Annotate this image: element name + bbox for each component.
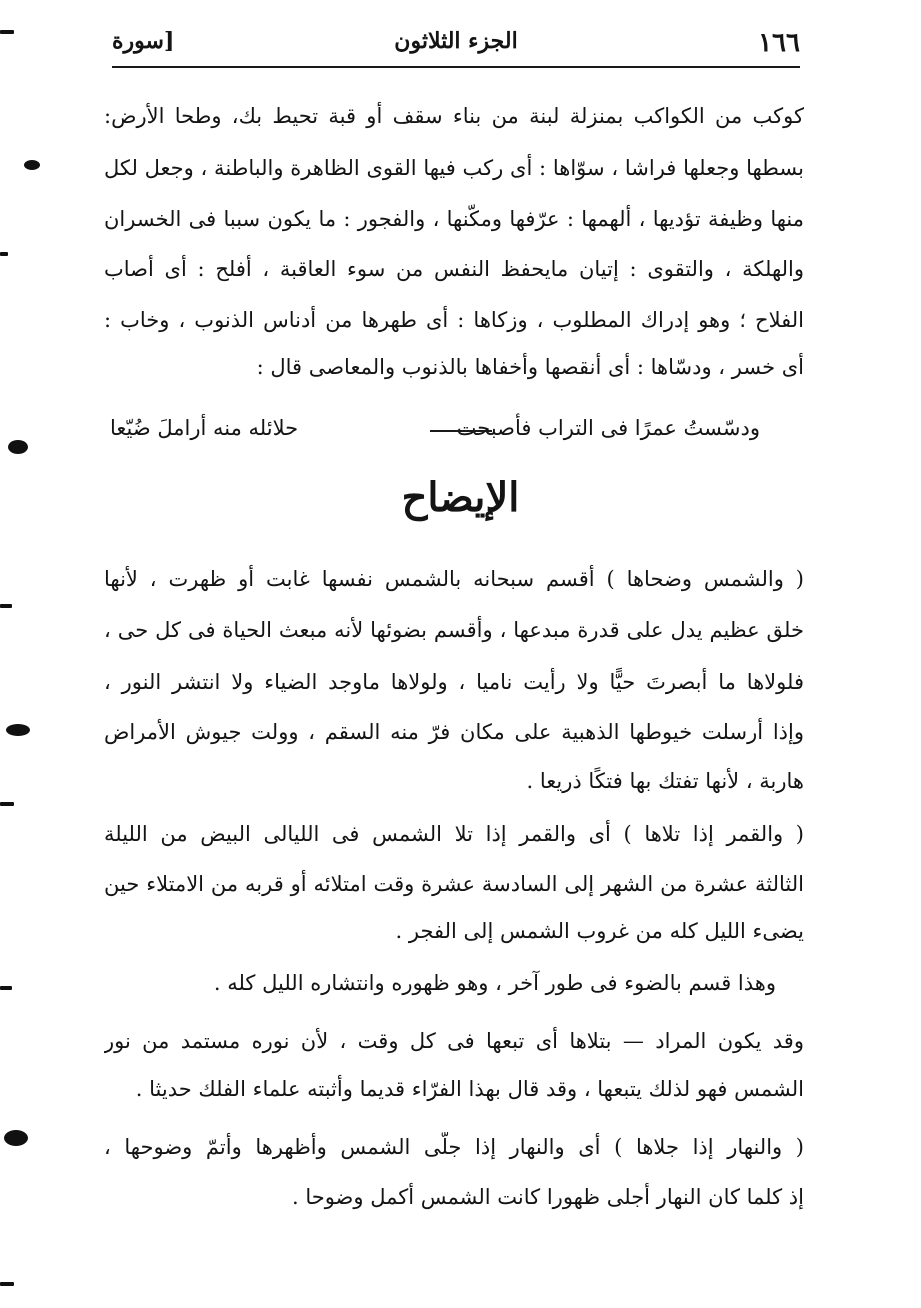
part-title: الجزء الثلاثون	[394, 28, 518, 54]
paragraph-line: إذ كلما كان النهار أجلى ظهورا كانت الشمس أكمل وضوحا .	[291, 1185, 804, 1209]
paragraph-line: الثالثة عشرة من الشهر إلى السادسة عشرة وقت امتلائه أو قربه من الامتلاء حين	[104, 872, 804, 896]
ink-blot	[6, 724, 30, 736]
paragraph-line: هاربة ، لأنها تفتك بها فتكًا ذريعا .	[526, 769, 804, 793]
paragraph-line: ( والنهار إذا جلاها ) أى والنهار إذا جلّى الشمس وأظهرها وأتمّ وضوحها ،	[104, 1135, 804, 1159]
paragraph-line: وإذا أرسلت خيوطها الذهبية على مكان فرّ منه السقم ، وولت جيوش الأمراض	[104, 720, 804, 744]
commentary-line: منها وظيفة تؤديها ، ألهمها : عرّفها ومكّنها ، والفجور : ما يكون سببا فى الخسران	[104, 207, 804, 231]
scan-edge-mark	[0, 252, 8, 256]
ink-blot	[8, 440, 28, 454]
paragraph-line: خلق عظيم يدل على قدرة مبدعها ، وأقسم بضوئها لأنه مبعث الحياة فى كل حى ،	[104, 618, 804, 642]
scan-edge-mark	[0, 1282, 14, 1286]
paragraph-line: وقد يكون المراد — بتلاها أى تبعها فى كل وقت ، لأن نوره مستمد من نور	[104, 1029, 804, 1053]
verse-first-hemistich: ودسّستُ عمرًا فى التراب فأصبحت	[456, 416, 760, 440]
commentary-line: كوكب من الكواكب بمنزلة لبنة من بناء سقف أو قبة تحيط بك، وطحا الأرض:	[104, 104, 804, 128]
commentary-line: الفلاح ؛ وهو إدراك المطلوب ، وزكاها : أى طهرها من أدناس الذنوب ، وخاب :	[104, 308, 804, 332]
scan-edge-mark	[0, 30, 14, 34]
section-heading: الإيضاح	[401, 474, 520, 521]
scan-edge-mark	[0, 986, 12, 990]
paragraph-line: فلولاها ما أبصرتَ حيًّا ولا رأيت ناميا ، ولولاها ماوجد الضياء ولا انتشر النور ،	[104, 670, 804, 694]
commentary-line: أى خسر ، ودسّاها : أى أنقصها وأخفاها بالذنوب والمعاصى قال :	[256, 355, 804, 379]
verse-second-hemistich: حلائله منه أراملَ ضُيّعا	[110, 416, 299, 440]
commentary-line: والهلكة ، والتقوى : إتيان مايحفظ النفس من سوء العاقبة ، أفلح : أى أصاب	[104, 257, 804, 281]
paragraph-line: يضىء الليل كله من غروب الشمس إلى الفجر .	[395, 919, 804, 943]
explanation-content	[104, 0, 804, 1308]
commentary-line: بسطها وجعلها فراشا ، سوّاها : أى ركب فيها القوى الظاهرة والباطنة ، وجعل لكل	[104, 156, 804, 180]
paragraph-line: ( والقمر إذا تلاها ) أى والقمر إذا تلا الشمس فى الليالى البيض من الليلة	[104, 822, 804, 846]
scan-edge-mark	[0, 802, 14, 806]
paragraph-line: الشمس فهو لذلك يتبعها ، وقد قال بهذا الفرّاء قديما وأثبته علماء الفلك حديثا .	[135, 1077, 804, 1101]
ink-blot	[4, 1130, 28, 1146]
paragraph-line: وهذا قسم بالضوء فى طور آخر ، وهو ظهوره وانتشاره الليل كله .	[213, 971, 776, 995]
ink-blot	[24, 160, 40, 170]
surah-label: [سورة	[112, 28, 175, 54]
paragraph-line: ( والشمس وضحاها ) أقسم سبحانه بالشمس نفسها غابت أو ظهرت ، لأنها	[104, 567, 804, 591]
scan-edge-mark	[0, 604, 12, 608]
page-number: ١٦٦	[758, 28, 800, 58]
